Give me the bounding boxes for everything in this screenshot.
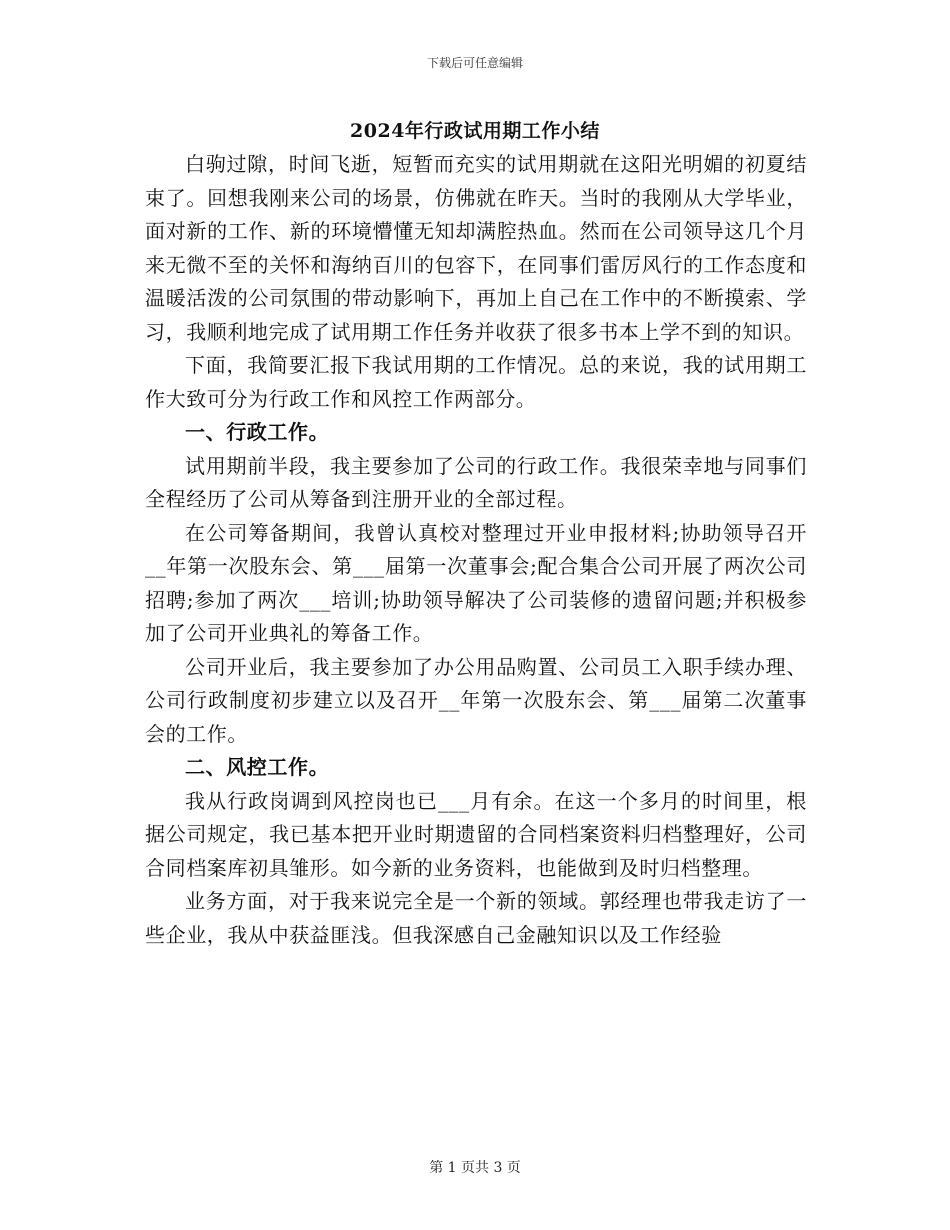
page-number: 第 1 页共 3 页 [429,1160,521,1176]
document-body [145,148,807,952]
paragraph-overview: 下面，我简要汇报下我试用期的工作情况。总的来说，我的试用期工作大致可分为行政工作和风控工作两部分。 [145,353,807,411]
document-title: 2024年行政试用期工作小结 [350,120,600,142]
paragraph-risk-business: 业务方面，对于我来说完全是一个新的领域。郭经理也带我走访了一些企业，我从中获益匪浅。但我深感自己金融知识以及工作经验 [145,889,807,947]
header-note: 下载后可任意编辑 [426,56,523,70]
paragraph-intro: 白驹过隙，时间飞逝，短暂而充实的试用期就在这阳光明媚的初夏结束了。回想我刚来公司的场景，仿佛就在昨天。当时的我刚从大学毕业，面对新的工作、新的环境懵懂无知却满腔热血。然而在公司领导这几个月来无微不至的关怀和海纳百川的包容下，在同事们雷厉风行的工作态度和温暖活泼的公司氛围的带动影响下，再加上自己在工作中的不断摸索、学习，我顺利地完成了试用期工作任务并收获了很多书本上学不到的知识。 [145,152,807,344]
section-heading-risk-control: 二、风控工作。 [185,755,330,779]
section-heading-admin: 一、行政工作。 [185,420,330,444]
paragraph-admin-after-opening: 公司开业后，我主要参加了办公用品购置、公司员工入职手续办理、公司行政制度初步建立以及召开__年第一次股东会、第___届第二次董事会的工作。 [145,654,807,746]
paragraph-admin-preparation: 在公司筹备期间，我曾认真校对整理过开业申报材料;协助领导召开__年第一次股东会、第___届第一次董事会;配合集合公司开展了两次公司招聘;参加了两次___培训;协助领导解决了公司装修的遗留问题;并积极参加了公司开业典礼的筹备工作。 [145,520,807,645]
paragraph-risk-archive: 我从行政岗调到风控岗也已___月有余。在这一个多月的时间里，根据公司规定，我已基本把开业时期遗留的合同档案资料归档整理好，公司合同档案库初具雏形。如今新的业务资料，也能做到及时归档整理。 [145,788,807,880]
paragraph-admin-intro: 试用期前半段，我主要参加了公司的行政工作。我很荣幸地与同事们全程经历了公司从筹备到注册开业的全部过程。 [145,453,807,511]
